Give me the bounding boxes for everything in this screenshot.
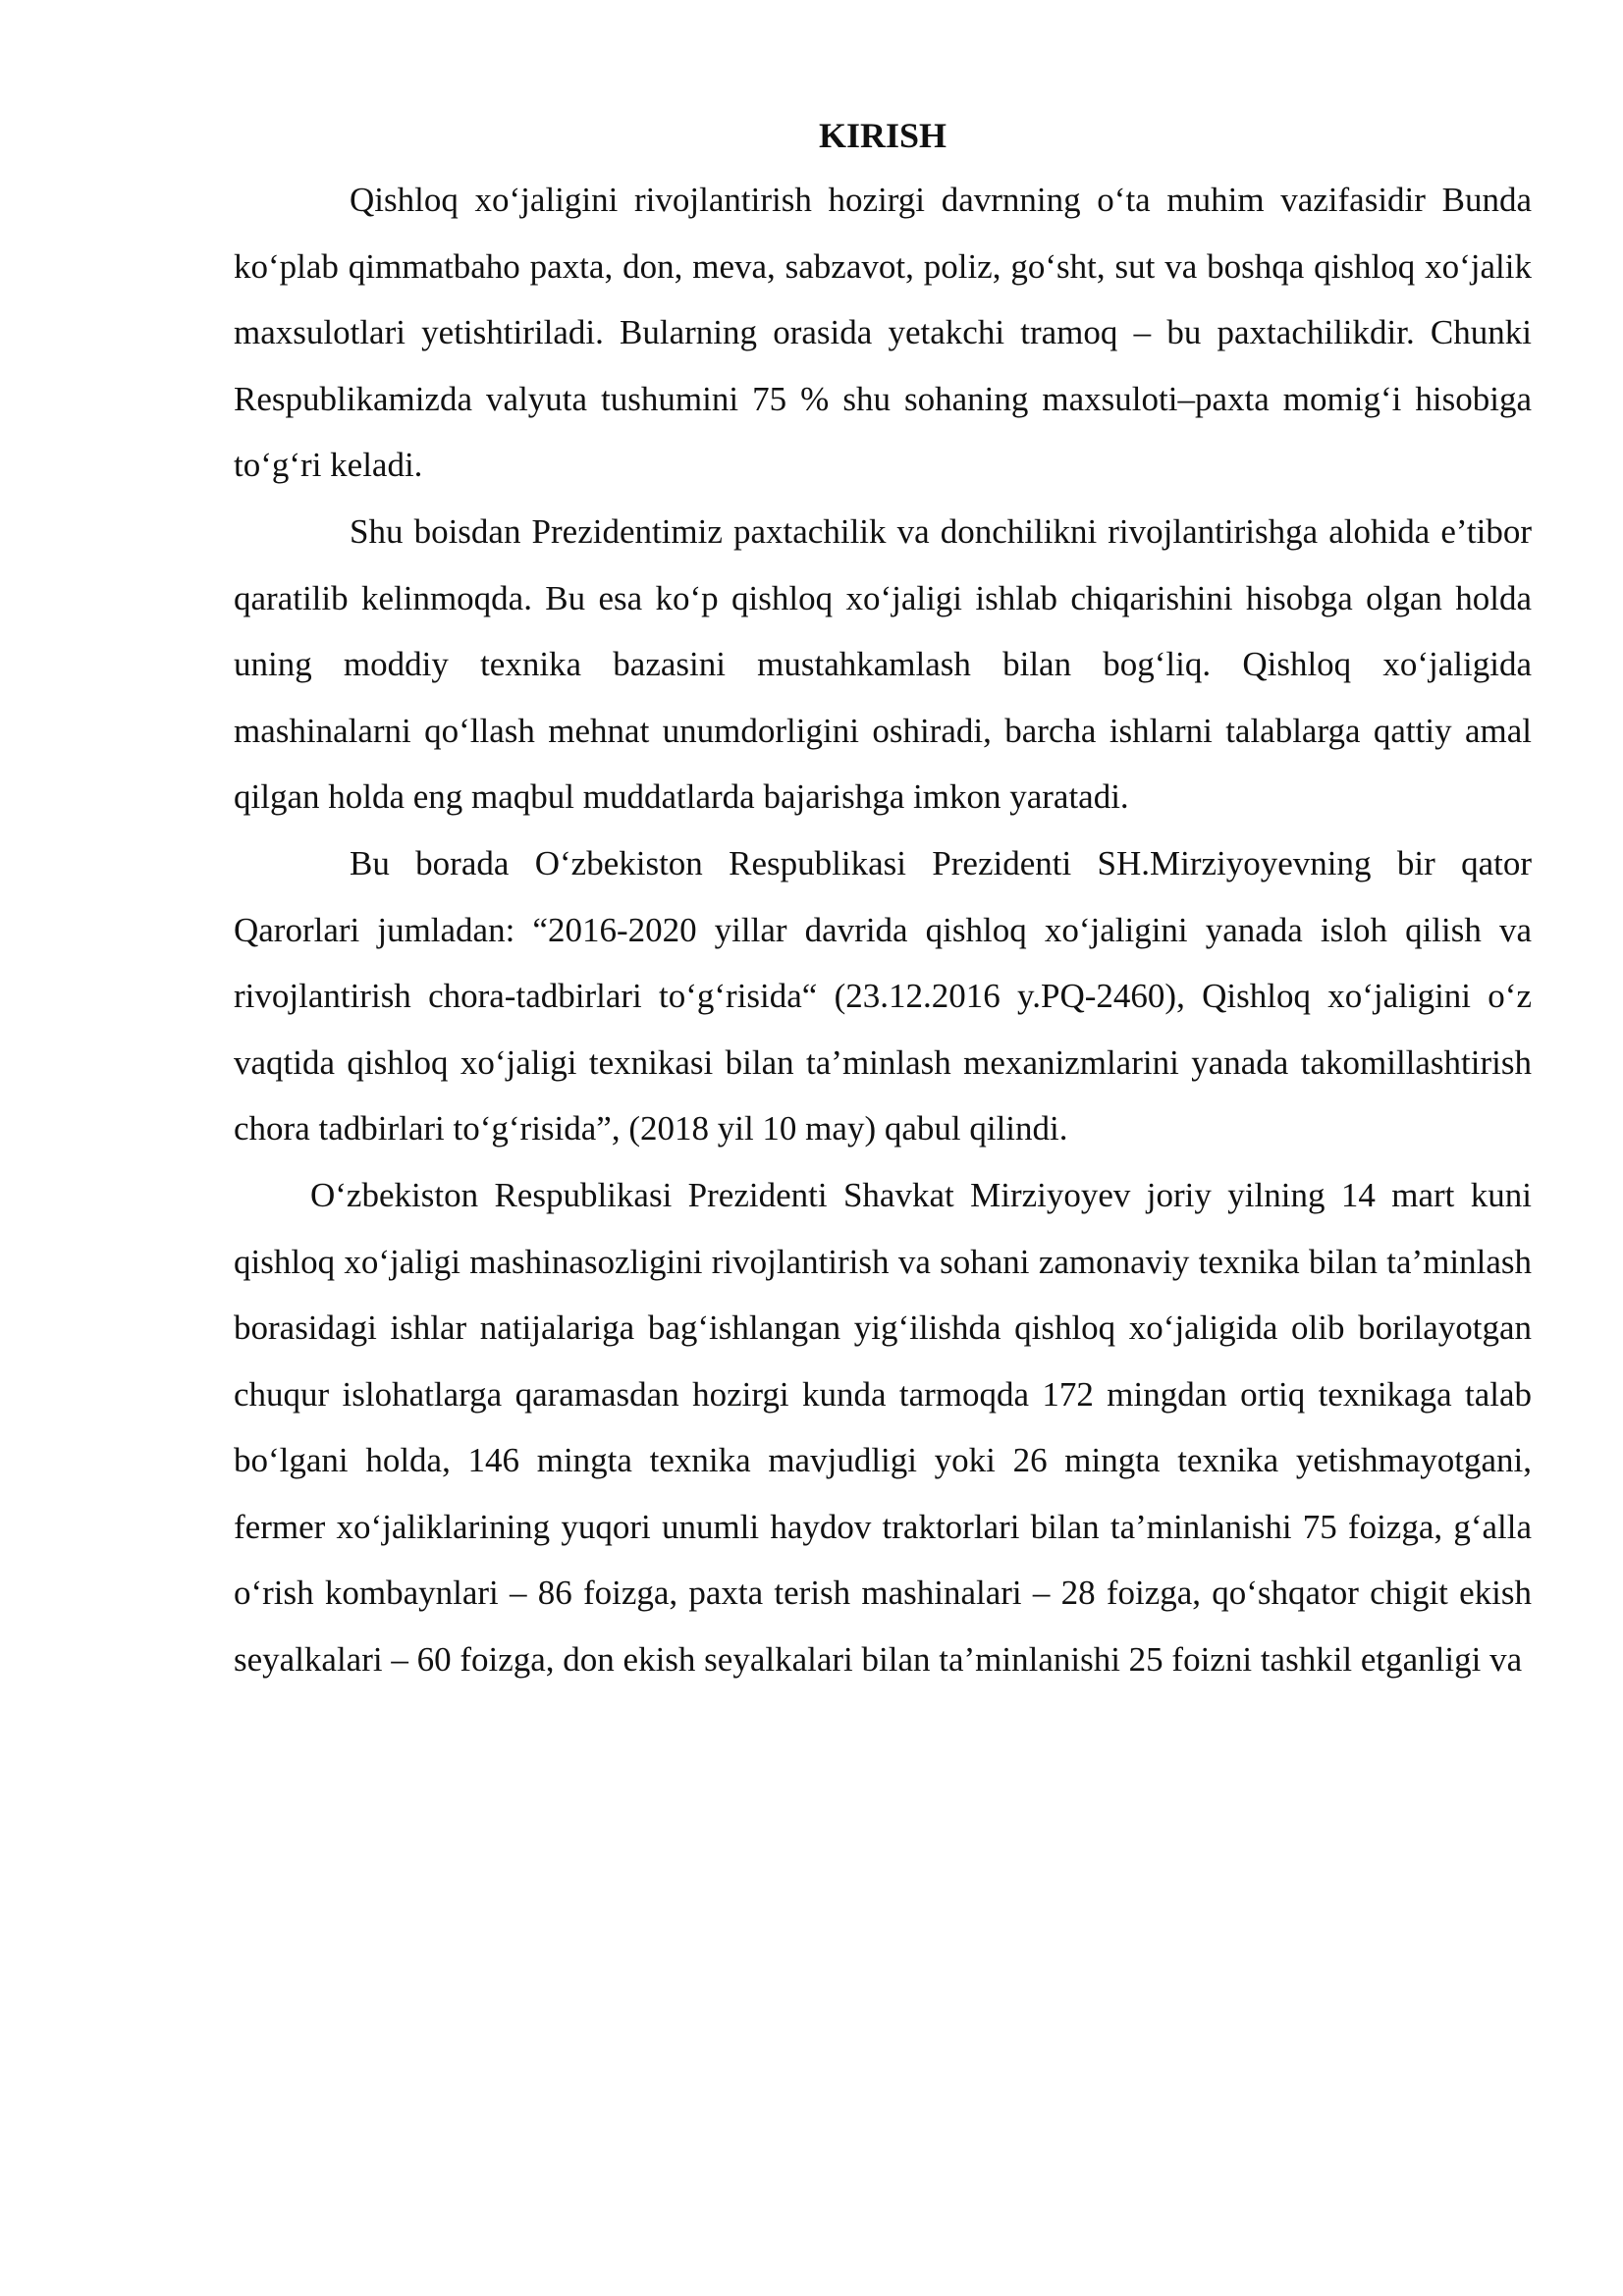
- paragraph-1: Qishloq xo‘jaligini rivojlantirish hozirgi davrnning o‘ta muhim vazifasidir Bunda ko‘plab qimmatbaho paxta, don, meva, sabzavot, poliz, go‘sht, sut va boshqa qishloq xo‘jalik maxsulotlari yetishtiriladi. Bularning orasida yetakchi tramoq – bu paxtachilikdir. Chunki Respublikamizda valyuta tushumini 75 % shu sohaning maxsuloti–paxta momig‘i hisobiga to‘g‘ri keladi.: [234, 181, 1532, 485]
- document-body: [234, 106, 1532, 1693]
- paragraph-4: O‘zbekiston Respublikasi Prezidenti Shavkat Mirziyoyev joriy yilning 14 mart kuni qishloq xo‘jaligi mashinasozligini rivojlantirish va sohani zamonaviy texnika bilan ta’minlash borasidagi ishlar natijalariga bag‘ishlangan yig‘ilishda qishloq xo‘jaligida olib borilayotgan chuqur islohatlarga qaramasdan hozirgi kunda tarmoqda 172 mingdan ortiq texnikaga talab bo‘lgani holda, 146 mingta texnika mavjudligi yoki 26 mingta texnika yetishmayotgani, fermer xo‘jaliklarining yuqori unumli haydov traktorlari bilan ta’minlanishi 75 foizga, g‘alla o‘rish kombaynlari – 86 foizga, paxta terish mashinalari – 28 foizga, qo‘shqator chigit ekish seyalkalari – 60 foizga, don ekish seyalkalari bilan ta’minlanishi 25 foizni tashkil etganligi va: [234, 1175, 1532, 1680]
- page-title: KIRISH: [818, 116, 947, 155]
- paragraph-2: Shu boisdan Prezidentimiz paxtachilik va donchilikni rivojlantirishga alohida e’tibor qaratilib kelinmoqda. Bu esa ko‘p qishloq xo‘jaligi ishlab chiqarishini hisobga olgan holda uning moddiy texnika bazasini mustahkamlash bilan bog‘liq. Qishloq xo‘jaligida mashinalarni qo‘llash mehnat unumdorligini oshiradi, barcha ishlarni talablarga qattiy amal qilgan holda eng maqbul muddatlarda bajarishga imkon yaratadi.: [234, 511, 1532, 817]
- paragraph-3: Bu borada O‘zbekiston Respublikasi Prezidenti SH.Mirziyoyevning bir qator Qarorlari jumladan: “2016-2020 yillar davrida qishloq xo‘jaligini yanada isloh qilish va rivojlantirish chora-tadbirlari to‘g‘risida“ (23.12.2016 y.PQ-2460), Qishloq xo‘jaligini o‘z vaqtida qishloq xo‘jaligi texnikasi bilan ta’minlash mexanizmlarini yanada takomillashtirish chora tadbirlari to‘g‘risida”, (2018 yil 10 may) qabul qilindi.: [234, 843, 1532, 1148]
